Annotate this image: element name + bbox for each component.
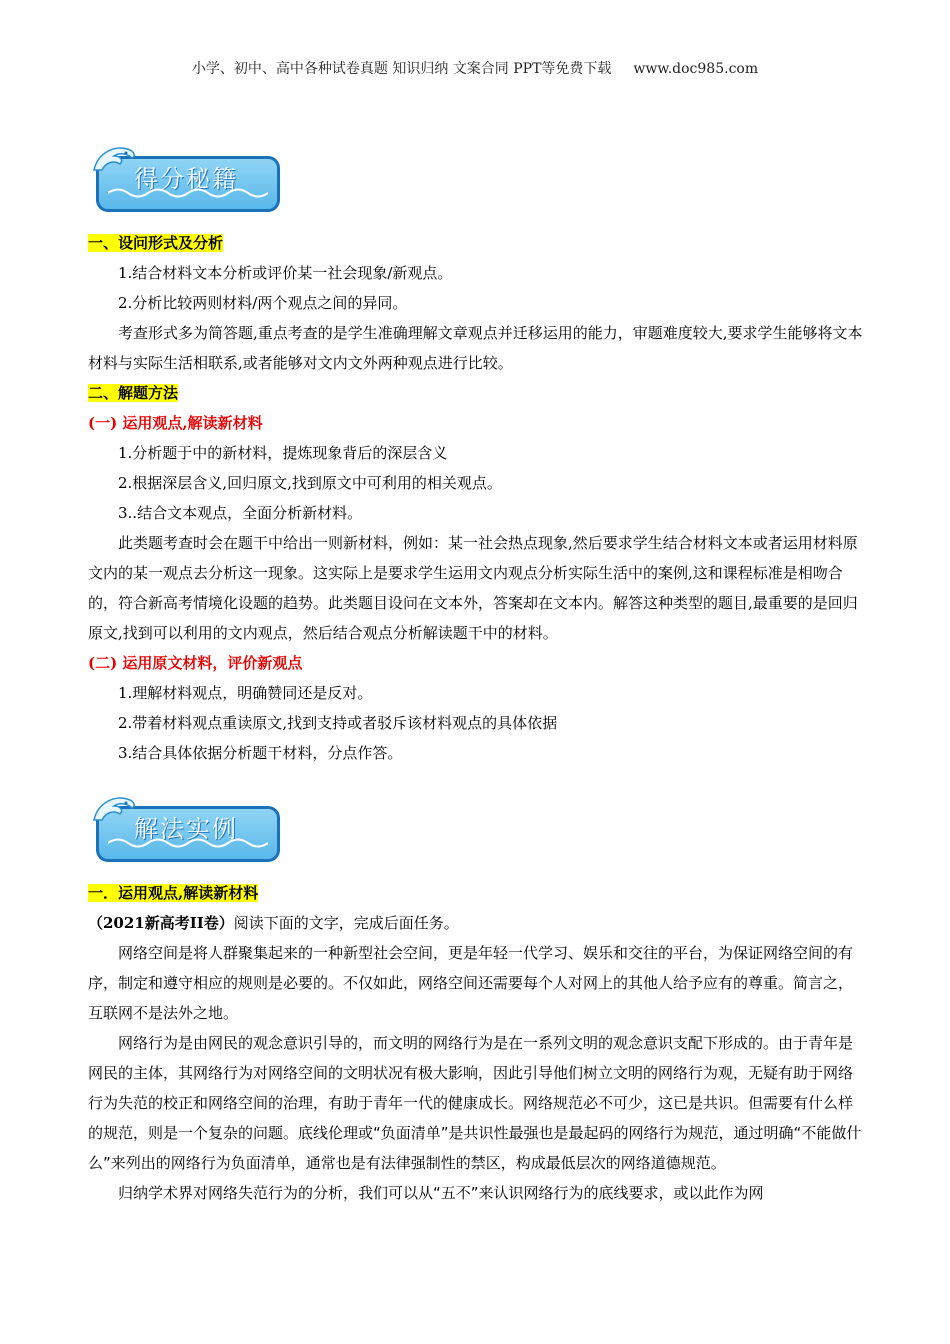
article-paragraph: 归纳学术界对网络失范行为的分析，我们可以从“五不”来认识网络行为的底线要求，或以此作为网 (118, 1184, 764, 1202)
header-text: 小学、初中、高中各种试卷真题 知识归纳 文案合同 PPT等免费下载 (191, 61, 612, 77)
subsection-heading: (二) 运用原文材料，评价新观点 (88, 654, 303, 672)
section-examples (88, 878, 863, 1208)
banner-score-tips (90, 146, 285, 218)
paragraph: 考查形式多为简答题,重点考查的是学生准确理解文章观点并迁移运用的能力，审题难度较大,要求学生能够将文本材料与实际生活相联系,或者能够对文内文外两种观点进行比较。 (88, 324, 863, 372)
banner-title: 解法实例 (134, 815, 238, 843)
list-item: 1.分析题于中的新材料，提炼现象背后的深层含义 (118, 444, 448, 462)
section-tips (88, 228, 863, 768)
list-item: 2.根据深层含义,回归原文,找到原文中可利用的相关观点。 (118, 474, 502, 492)
wave-decoration (108, 186, 268, 200)
list-item: 1.理解材料观点，明确赞同还是反对。 (118, 684, 373, 702)
article-paragraph: 网络行为是由网民的观念意识引导的，而文明的网络行为是在一系列文明的观念意识支配下形成的。由于青年是网民的主体，其网络行为对网络空间的文明状况有极大影响，因此引导他们树立文明的网络行为观，无疑有助于网络行为失范的校正和网络空间的治理，有助于青年一代的健康成长。网络规范必不可少，这已是共识。但需要有什么样的规范，则是一个复杂的问题。底线伦理或“负面清单”是共识性最强也是最起码的网络行为规范，通过明确“不能做什么”来列出的网络行为负面清单，通常也是有法律强制性的禁区，构成最低层次的网络道德规范。 (88, 1034, 862, 1172)
list-item: 3..结合文本观点，全面分析新材料。 (118, 504, 363, 522)
list-item: 3.结合具体依据分析题干材料，分点作答。 (118, 744, 403, 762)
dolphin-icon (90, 790, 138, 834)
section-heading: 二、解题方法 (88, 384, 179, 402)
banner-examples (90, 796, 285, 868)
question-source: （2021新高考II卷）阅读下面的文字，完成后面任务。 (88, 914, 459, 932)
header-site: www.doc985.com (633, 61, 759, 77)
page-header (0, 58, 950, 78)
paragraph: 此类题考查时会在题干中给出一则新材料，例如：某一社会热点现象,然后要求学生结合材料文本或者运用材料原文内的某一观点去分析这一现象。这实际上是要求学生运用文内观点分析实际生活中的案例,这和课程标准是相吻合的，符合新高考情境化设题的趋势。此类题目设问在文本外，答案却在文本内。解答这种类型的题目,最重要的是回归原文,找到可以利用的文内观点，然后结合观点分析解读题干中的材料。 (88, 534, 858, 642)
wave-decoration (108, 836, 268, 850)
article-paragraph: 网络空间是将人群聚集起来的一种新型社会空间，更是年轻一代学习、娱乐和交往的平台，为保证网络空间的有序，制定和遵守相应的规则是必要的。不仅如此，网络空间还需要每个人对网上的其他人给予应有的尊重。简言之，互联网不是法外之地。 (88, 944, 854, 1022)
section-heading: 一、设问形式及分析 (88, 234, 224, 252)
subsection-heading: (一) 运用观点,解读新材料 (88, 414, 263, 432)
dolphin-icon (90, 140, 138, 184)
banner-title: 得分秘籍 (134, 165, 238, 193)
section-heading: 一．运用观点,解读新材料 (88, 884, 259, 902)
list-item: 2.分析比较两则材料/两个观点之间的异同。 (118, 294, 408, 312)
list-item: 2.带着材料观点重读原文,找到支持或者驳斥该材料观点的具体依据 (118, 714, 558, 732)
list-item: 1.结合材料文本分析或评价某一社会现象/新观点。 (118, 264, 453, 282)
